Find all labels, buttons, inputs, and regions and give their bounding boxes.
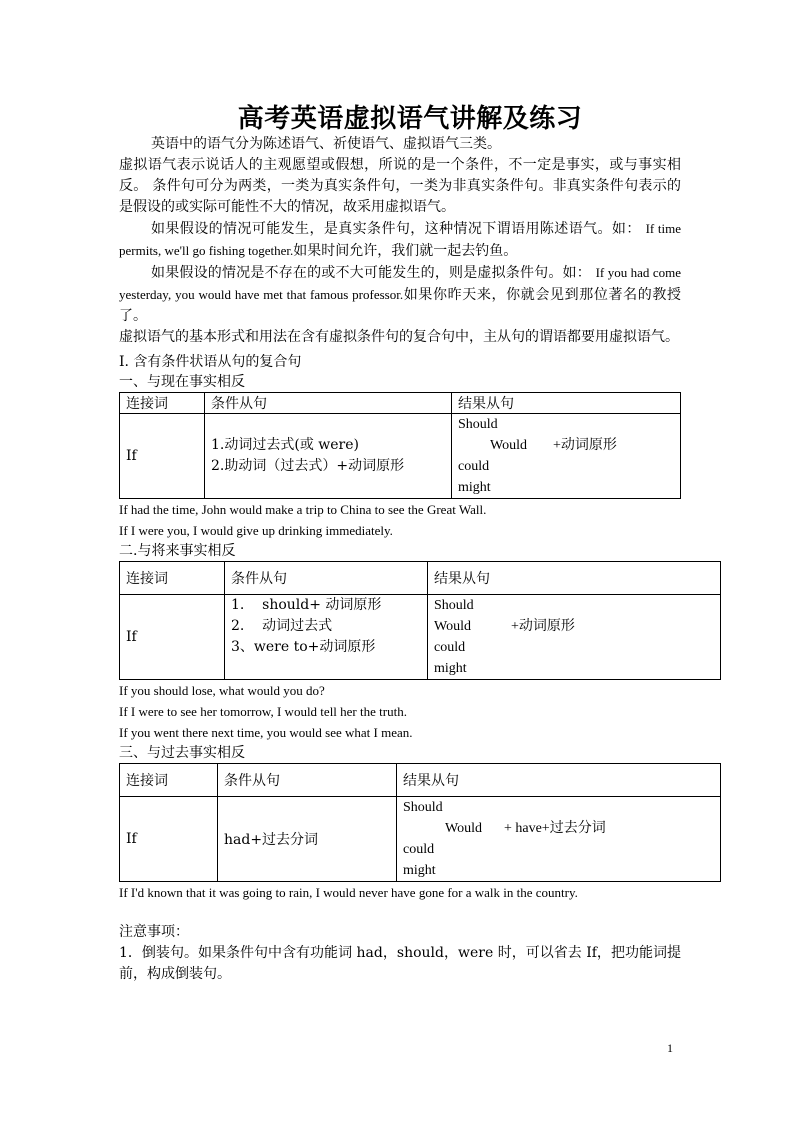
- header-cond: 条件从句: [225, 562, 428, 595]
- notes-item-1: 1．倒装句。如果条件句中含有功能词 had，should，were 时，可以省去 If，把功能词提前，构成倒装句。: [119, 945, 681, 982]
- intro-p3-example: If time permits, we'll go fishing together.: [119, 221, 682, 258]
- result-line: could: [458, 459, 490, 474]
- example-sentence: If had the time, John would make a trip to China to see the Great Wall.: [119, 502, 487, 517]
- result-would: Would: [490, 438, 527, 453]
- header-conj: 连接词: [120, 393, 205, 414]
- result-line: could: [434, 640, 466, 655]
- header-result: 结果从句: [428, 562, 721, 595]
- result-line: [458, 435, 674, 456]
- result-form: +动词原形: [510, 619, 575, 634]
- table-row: [120, 797, 721, 882]
- example-sentence: If I'd known that it was going to rain, I would never have gone for a walk in the country.: [119, 885, 578, 900]
- example-sentence: If you should lose, what would you do?: [119, 683, 325, 698]
- cond-line: 2. 动词过去式: [231, 618, 333, 634]
- intro-paragraph-5: 虚拟语气的基本形式和用法在含有虚拟条件句的复合句中，主从句的谓语都要用虚拟语气。: [119, 329, 679, 345]
- example-sentence: If you went there next time, you would see what I mean.: [119, 725, 413, 740]
- result-line: [403, 818, 714, 839]
- part1-heading: 一、与现在事实相反: [119, 374, 245, 390]
- example-sentence: If I were you, I would give up drinking immediately.: [119, 523, 393, 538]
- conj-cell: If: [120, 414, 205, 499]
- intro-p3-translation: 如果时间允许，我们就一起去钓鱼。: [293, 243, 518, 259]
- intro-p3-text: 如果假设的情况可能发生，是真实条件句，这种情况下谓语用陈述语气。如：: [151, 221, 641, 237]
- page-title: 高考英语虚拟语气讲解及练习: [237, 104, 583, 134]
- intro-p4-translation: 如果你昨天来，你就会见到那位著名的教授了。: [119, 287, 682, 324]
- result-form: + have+过去分词: [503, 821, 606, 836]
- header-result: 结果从句: [452, 393, 681, 414]
- intro-paragraph-2: 虚拟语气表示说话人的主观愿望或假想，所说的是一个条件，不一定是事实，或与事实相反。 条件句可分为两类，一类为真实条件句，一类为非真实条件句。非真实条件句表示的是假设的或实际可能性不大的情况，故采用虚拟语气。: [119, 157, 681, 215]
- intro-p4-text: 如果假设的情况是不存在的或不大可能发生的，则是虚拟条件句。如：: [151, 265, 591, 281]
- cond-cell: [225, 595, 428, 680]
- table-row: [120, 414, 681, 499]
- cond-cell: [205, 414, 452, 499]
- part3-heading: 三、与过去事实相反: [119, 745, 245, 761]
- result-line: might: [458, 480, 491, 495]
- notes-heading: 注意事项：: [119, 924, 189, 940]
- table-row: [120, 595, 721, 680]
- result-line: Should: [403, 800, 443, 815]
- cond-line: 1. should+ 动词原形: [231, 597, 382, 613]
- part2-heading: 二.与将来事实相反: [119, 543, 236, 559]
- result-line: Should: [458, 417, 498, 432]
- header-conj: 连接词: [120, 764, 218, 797]
- page-number: 1: [667, 1041, 673, 1055]
- section-heading-i: I. 含有条件状语从句的复合句: [119, 354, 302, 370]
- result-would: Would: [445, 821, 482, 836]
- result-cell: [428, 595, 721, 680]
- part1-table: [119, 392, 681, 499]
- intro-p4-example: If you had come yesterday, you would have met that famous professor.: [119, 265, 681, 302]
- cond-line: 1.动词过去式(或 were): [211, 437, 359, 453]
- result-form: +动词原形: [552, 438, 617, 453]
- result-would: Would: [434, 619, 471, 634]
- intro-paragraph-1: 英语中的语气分为陈述语气、祈使语气、虚拟语气三类。: [151, 136, 501, 152]
- intro-paragraph-3: [119, 218, 681, 262]
- conj-cell: If: [120, 595, 225, 680]
- table-header-row: [120, 764, 721, 797]
- cond-line: 2.助动词（过去式）+动词原形: [211, 458, 405, 474]
- part3-table: [119, 763, 721, 882]
- cond-cell: had+过去分词: [218, 797, 397, 882]
- cond-line: 3、were to+动词原形: [231, 639, 376, 655]
- header-result: 结果从句: [397, 764, 721, 797]
- header-cond: 条件从句: [218, 764, 397, 797]
- header-cond: 条件从句: [205, 393, 452, 414]
- table-header-row: [120, 562, 721, 595]
- intro-paragraph-4: [119, 262, 681, 327]
- result-line: might: [434, 661, 467, 676]
- part2-table: [119, 561, 721, 680]
- result-line: [434, 616, 714, 637]
- result-cell: [397, 797, 721, 882]
- example-sentence: If I were to see her tomorrow, I would tell her the truth.: [119, 704, 407, 719]
- result-cell: [452, 414, 681, 499]
- page-content: [119, 104, 681, 985]
- result-line: Should: [434, 598, 474, 613]
- result-line: could: [403, 842, 435, 857]
- table-header-row: [120, 393, 681, 414]
- result-line: might: [403, 863, 436, 878]
- conj-cell: If: [120, 797, 218, 882]
- header-conj: 连接词: [120, 562, 225, 595]
